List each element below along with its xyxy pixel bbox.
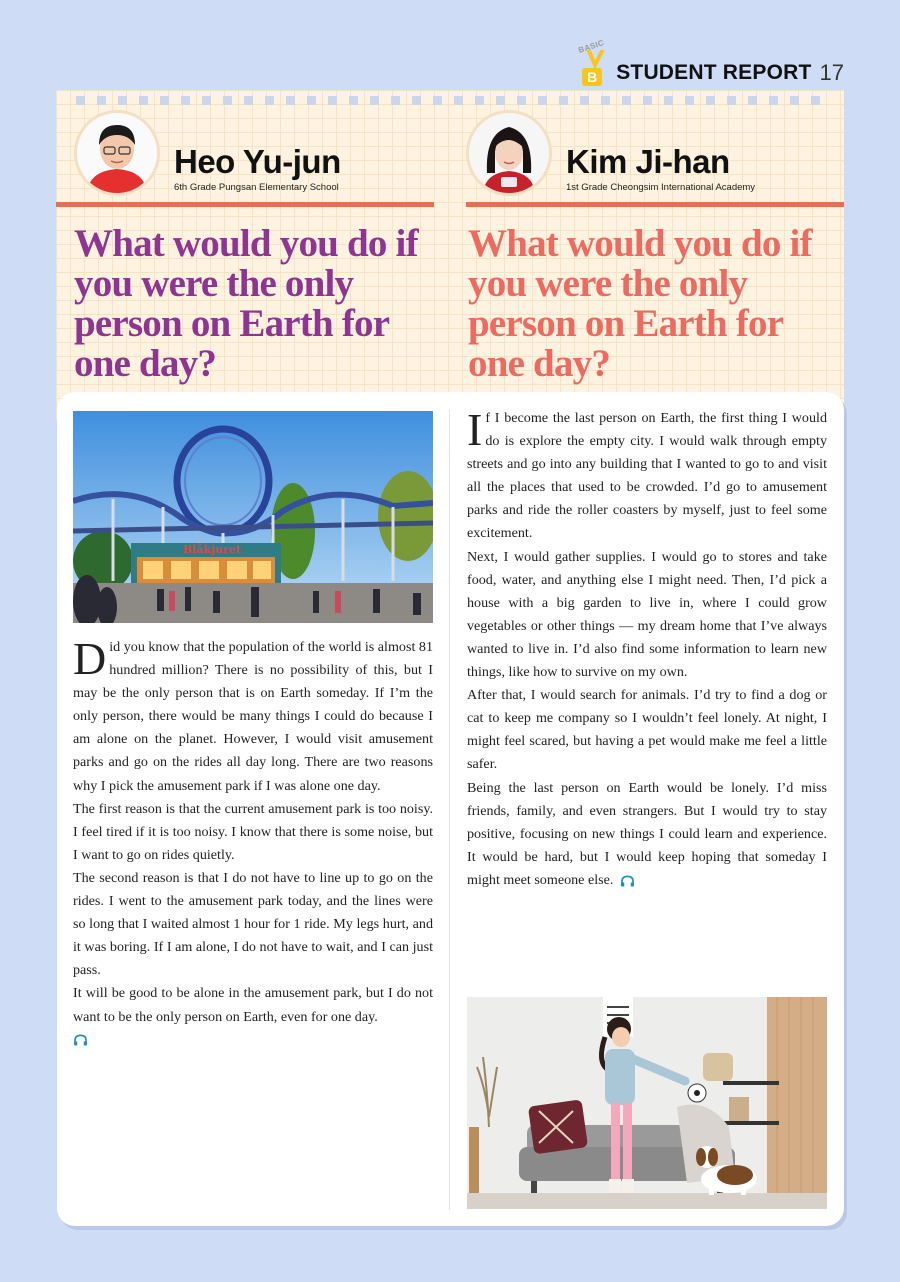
binder-hole: [811, 96, 820, 105]
girl-and-dog-photo: [467, 997, 827, 1209]
paragraph: [73, 633, 433, 798]
binder-hole: [706, 96, 715, 105]
paragraph: After that, I would search for animals. I’d try to find a dog or cat to keep me company so I wouldn’t feel lonely. At night, I might feel scared, but having a pet would make me feel a little safer.: [467, 687, 827, 773]
paragraph-text: f I become the last person on Earth, the first thing I would do is explore the empty city. I would walk through empty streets and go into any building that I wanted to go to and visit all the places that used to be crowded. I’d go to amusement parks and ride the roller coasters by myself, just to feel some excitement.: [467, 410, 827, 542]
binder-hole: [328, 96, 337, 105]
right-article-body: [467, 404, 827, 892]
headphones-icon: [73, 1034, 88, 1046]
binder-hole: [244, 96, 253, 105]
binder-hole: [223, 96, 232, 105]
binder-hole: [307, 96, 316, 105]
avatar-heo: [74, 110, 160, 196]
logo-letter: B: [582, 68, 602, 86]
binder-hole: [202, 96, 211, 105]
paragraph: [467, 777, 827, 892]
binder-hole: [601, 96, 610, 105]
binder-hole: [517, 96, 526, 105]
right-author: [466, 110, 844, 200]
binder-hole: [412, 96, 421, 105]
left-article-body: [73, 633, 433, 1052]
drop-cap: D: [73, 633, 107, 684]
author-name: Kim Ji-han: [566, 143, 730, 180]
binder-hole: [118, 96, 127, 105]
author-name: Heo Yu-jun: [174, 143, 341, 180]
binder-hole: [685, 96, 694, 105]
binder-hole: [475, 96, 484, 105]
headphones-icon: [620, 875, 635, 887]
drop-cap: I: [467, 404, 483, 455]
page-header: [577, 30, 844, 86]
author-school: 1st Grade Cheongsim International Academy: [566, 182, 756, 193]
binder-hole: [748, 96, 757, 105]
binder-hole: [643, 96, 652, 105]
paragraph-text: Being the last person on Earth would be lonely. I’d miss friends, family, and even strangers. But I would try to stay positive, focusing on new things I could learn and experience. It would be hard, but I would keep hoping that someday I might meet someone else.: [467, 779, 827, 888]
binder-hole: [181, 96, 190, 105]
binder-hole: [727, 96, 736, 105]
binder-hole: [580, 96, 589, 105]
amusement-park-photo: [73, 411, 433, 623]
binder-hole: [286, 96, 295, 105]
park-sign: Blåkjuret: [183, 543, 242, 556]
binder-hole: [622, 96, 631, 105]
paragraph: The first reason is that the current amusement park is too noisy. I feel tired if it is too noisy. I know that there is some noise, but I want to go on rides quietly.: [73, 800, 433, 863]
left-author: [74, 110, 434, 200]
binder-hole: [496, 96, 505, 105]
binder-hole: [160, 96, 169, 105]
binder-hole: [664, 96, 673, 105]
right-article-title: What would you do if you were the only person on Earth for one day?: [468, 222, 812, 385]
column-divider: [449, 410, 450, 1210]
author-school: 6th Grade Pungsan Elementary School: [174, 182, 339, 193]
paragraph-text: It will be good to be alone in the amusement park, but I do not want to be the only person on Earth, even for one day.: [73, 985, 433, 1025]
binder-hole: [349, 96, 358, 105]
paragraph: The second reason is that I do not have to line up to go on the rides. I went to the amusement park today, and the lines were so long that I waited almost 1 hour for 1 ride. My legs hurt, and it was boring. If I am alone, I do not have to wait, and I can just pass.: [73, 869, 433, 979]
left-article-title: What would you do if you were the only person on Earth for one day?: [74, 222, 418, 385]
right-rule: [466, 202, 844, 207]
binder-holes: [76, 96, 836, 106]
logo-small-text: BASIC: [577, 38, 606, 55]
paragraph: Next, I would gather supplies. I would go to stores and take food, water, and anything else I might need. Then, I’d pick a house with a big garden to live in, where I could grow vegetables or other things — my dream home that I’ve always wanted to live in. I’d also find some information to learn new things, like how to survive on my own.: [467, 548, 827, 681]
binder-hole: [139, 96, 148, 105]
binder-hole: [538, 96, 547, 105]
binder-hole: [370, 96, 379, 105]
page-number: 17: [819, 60, 844, 85]
binder-hole: [265, 96, 274, 105]
binder-hole: [559, 96, 568, 105]
binder-hole: [769, 96, 778, 105]
binder-hole: [97, 96, 106, 105]
binder-hole: [433, 96, 442, 105]
binder-hole: [790, 96, 799, 105]
section-label: STUDENT REPORT: [616, 61, 812, 84]
paragraph-text: id you know that the population of the world is almost 81 hundred million? There is no possibility of this, but I may be the only person that is on Earth someday. If I’m the only person, there would be many things I could do because I am alone on the planet. However, I would visit amusement parks and go on the rides all day long. There are two reasons why I pick the amusement park if I was alone one day.: [73, 639, 433, 794]
basic-logo: [577, 38, 608, 86]
left-rule: [56, 202, 434, 207]
paragraph: [467, 404, 827, 546]
binder-hole: [76, 96, 85, 105]
avatar-kim: [466, 110, 552, 196]
paragraph: [73, 982, 433, 1051]
binder-hole: [391, 96, 400, 105]
binder-hole: [454, 96, 463, 105]
